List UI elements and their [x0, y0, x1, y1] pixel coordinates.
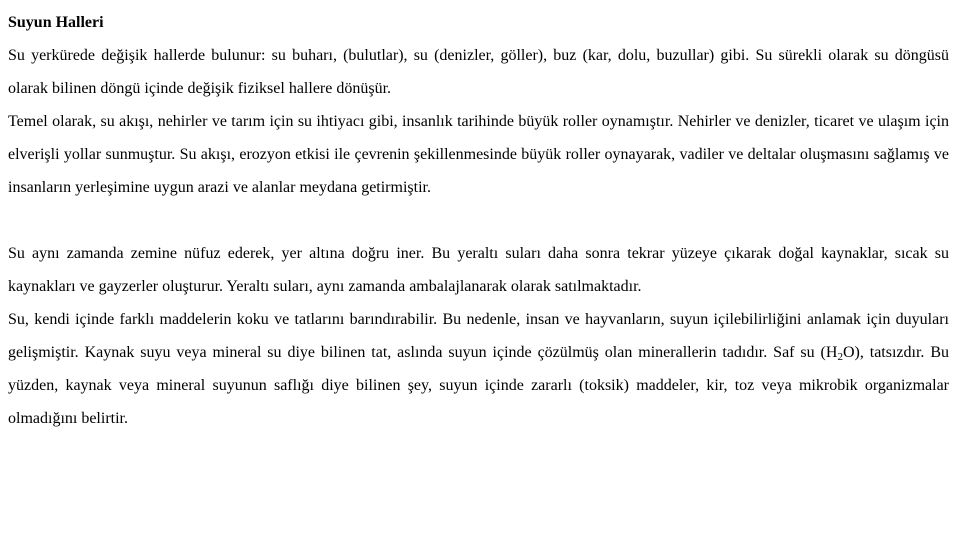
paragraph-groundwater: Su aynı zamanda zemine nüfuz ederek, yer altına doğru iner. Bu yeraltı suları daha sonra tekrar yüzeye çıkarak doğal kaynaklar, sıcak su kaynakları ve gayzerler oluşturur. Yeraltı suları, aynı zamanda ambalajlanarak olarak satılmaktadır. — [8, 245, 949, 295]
paragraph-taste-part1: Su, kendi içinde farklı maddelerin koku ve tatlarını barındırabilir. Bu nedenle, insan ve hayvanların, suyun içilebilirliğini anlamak için duyuları gelişmiştir. Kaynak suyu veya mineral su diye bilinen tat, aslında suyun içinde çözülmüş olan minerallerin tadıdır. Saf su (H — [8, 311, 949, 361]
h2o-subscript: 2 — [837, 351, 843, 363]
paragraph-water-states: Su yerkürede değişik hallerde bulunur: su buharı, (bulutlar), su (denizler, göller), buz (kar, dolu, buzullar) gibi. Su sürekli olarak su döngüsü olarak bilinen döngü içinde değişik fiziksel hallere dönüşür. — [8, 47, 949, 97]
paragraph-taste — [8, 303, 949, 435]
paragraph-water-history: Temel olarak, su akışı, nehirler ve tarım için su ihtiyacı gibi, insanlık tarihinde büyük roller oynamıştır. Nehirler ve denizler, ticaret ve ulaşım için elverişli yollar sunmuştur. Su akışı, erozyon etkisi ile çevrenin şekillenmesinde büyük roller oynayarak, vadiler ve deltalar oluşmasını sağlamış ve insanların yerleşimine uygun arazi ve alanlar meydana getirmiştir. — [8, 113, 949, 196]
paragraph-gap — [8, 204, 949, 237]
document-title: Suyun Halleri — [8, 14, 104, 31]
document-body — [8, 6, 949, 435]
paragraph-taste-part2: O), tatsızdır. Bu yüzden, kaynak veya mineral suyunun saflığı diye bilinen şey, suyun içinde zararlı (toksik) maddeler, kir, toz veya mikrobik organizmalar olmadığını belirtir. — [8, 344, 949, 427]
